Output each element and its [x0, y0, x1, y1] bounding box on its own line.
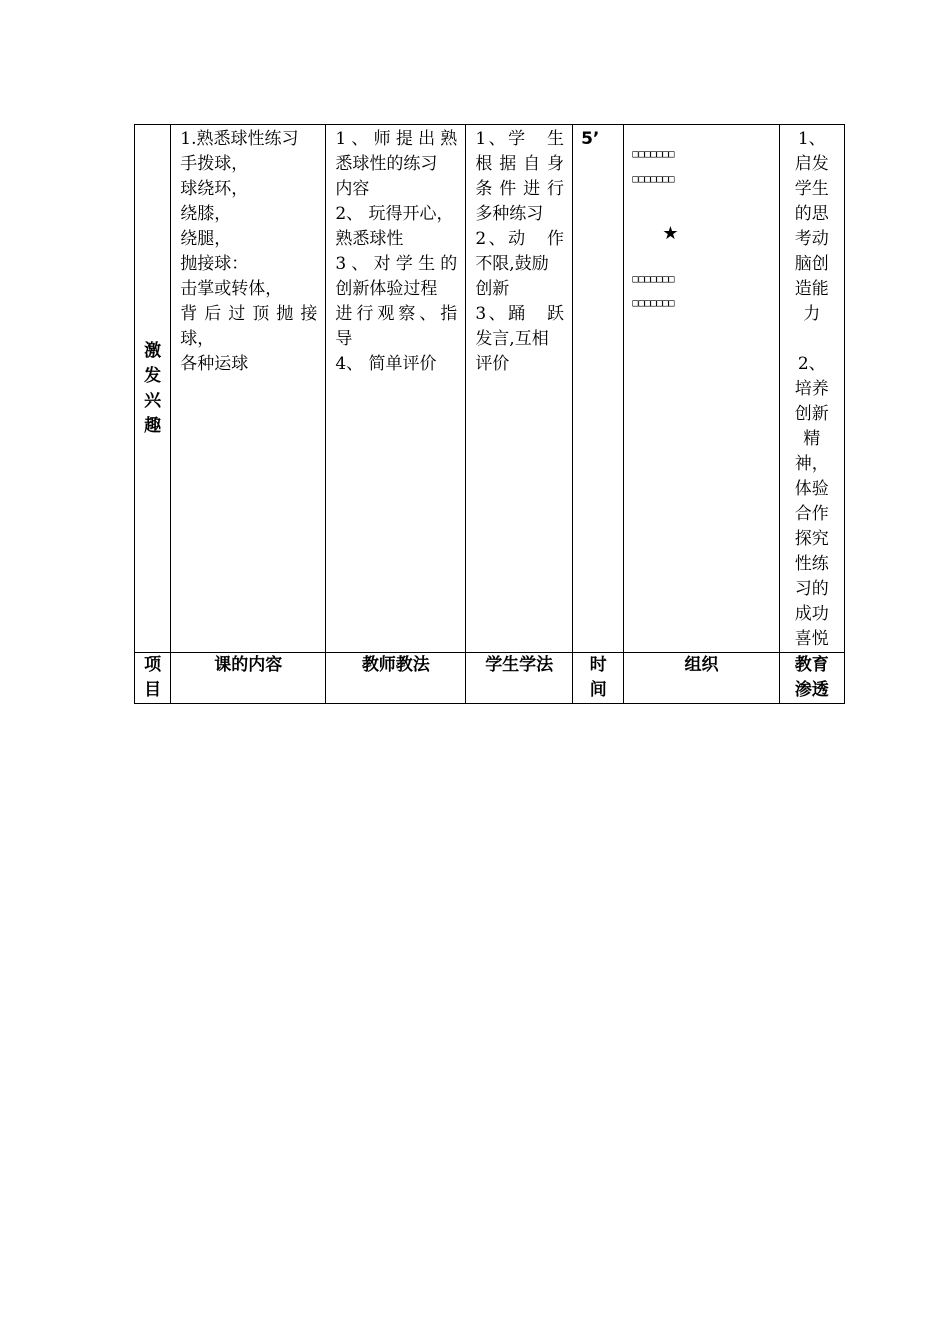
header-time: [573, 653, 624, 704]
content-line: 各种运球: [180, 354, 249, 374]
header-student: 学生学法: [466, 653, 573, 704]
content-line: 绕膝，: [180, 204, 232, 224]
student-line: 3、踊 跃: [475, 304, 565, 324]
header-education-line: 渗透: [794, 680, 829, 700]
education-line: 喜悦: [794, 629, 829, 649]
education-line: 精: [803, 429, 821, 449]
content-cell: [171, 125, 326, 653]
education-line: 创新: [794, 404, 829, 424]
project-char: 激: [144, 340, 162, 361]
education-line: 体验: [794, 479, 829, 499]
project-char: 兴: [144, 390, 162, 411]
content-line: 绕腿，: [180, 229, 232, 249]
teacher-line: 进行观察、指: [335, 304, 458, 324]
content-line: 1.熟悉球性练习: [180, 129, 299, 149]
education-line: 神，: [794, 454, 829, 474]
education-line: 合作: [794, 504, 829, 524]
education-line: 探究: [794, 529, 829, 549]
student-line: 创新: [475, 279, 510, 299]
header-organization: 组织: [624, 653, 779, 704]
education-line: [786, 327, 839, 352]
teacher-line: 3、对学生的: [335, 254, 458, 274]
formation-row: □□□□□□□: [632, 298, 675, 309]
student-line: 多种练习: [475, 204, 544, 224]
formation-row: □□□□□□□: [632, 274, 675, 285]
teacher-line: 熟悉球性: [335, 229, 404, 249]
education-line: 脑创: [794, 254, 829, 274]
teacher-line: 4、 简单评价: [335, 354, 437, 374]
teacher-line: 悉球性的练习: [335, 154, 438, 174]
teacher-line: 2、 玩得开心，: [335, 204, 454, 224]
education-line: 性练: [794, 554, 829, 574]
content-line: 抛接球：: [180, 254, 249, 274]
student-line: 评价: [475, 354, 510, 374]
student-line: 条件进行: [475, 179, 565, 199]
content-line: 手拨球，: [180, 154, 249, 174]
header-content: 课的内容: [171, 653, 326, 704]
header-project-char: 目: [144, 680, 162, 700]
student-method-cell: [466, 125, 573, 653]
project-char: 发: [144, 365, 162, 386]
education-line: 2、: [797, 354, 826, 374]
education-line: 成功: [794, 604, 829, 624]
teacher-line: 导: [335, 329, 353, 349]
time-value: 5’: [581, 129, 600, 149]
formation-row: □□□□□□□: [632, 174, 675, 185]
content-line: 背后过顶抛接: [180, 304, 318, 324]
education-line: 的思: [794, 204, 829, 224]
education-cell: [779, 125, 845, 653]
header-project: [135, 653, 171, 704]
student-line: 根据自身: [475, 154, 565, 174]
student-line: 不限,鼓励: [475, 254, 549, 274]
header-time-char: 间: [589, 680, 607, 700]
education-line: 启发: [794, 154, 829, 174]
content-line: 击掌或转体，: [180, 279, 283, 299]
education-line: 力: [803, 304, 821, 324]
education-line: 考动: [794, 229, 829, 249]
header-project-char: 项: [144, 655, 162, 675]
teacher-line: 内容: [335, 179, 370, 199]
header-education-line: 教育: [794, 655, 829, 675]
project-char: 趣: [144, 415, 162, 436]
teacher-line: 创新体验过程: [335, 279, 438, 299]
education-line: 1、: [797, 129, 826, 149]
lesson-plan-table: [134, 124, 845, 704]
content-line: 球绕环，: [180, 179, 249, 199]
student-line: 1、学 生: [475, 129, 565, 149]
organization-cell: [624, 125, 779, 653]
formation-row: □□□□□□□: [632, 149, 675, 160]
education-line: 造能: [794, 279, 829, 299]
education-line: 习的: [794, 579, 829, 599]
header-time-char: 时: [589, 655, 607, 675]
student-line: 发言,互相: [475, 329, 549, 349]
header-teacher: 教师教法: [326, 653, 466, 704]
teacher-star-icon: ★: [662, 223, 679, 244]
student-line: 2、动 作: [475, 229, 565, 249]
education-line: 学生: [794, 179, 829, 199]
time-cell: [573, 125, 624, 653]
content-line: 球，: [180, 329, 215, 349]
education-line: 培养: [794, 379, 829, 399]
project-cell: [135, 125, 171, 653]
header-row: [135, 653, 845, 704]
header-education: [779, 653, 845, 704]
body-row: [135, 125, 845, 653]
teacher-line: 1、师提出熟: [335, 129, 458, 149]
teacher-method-cell: [326, 125, 466, 653]
